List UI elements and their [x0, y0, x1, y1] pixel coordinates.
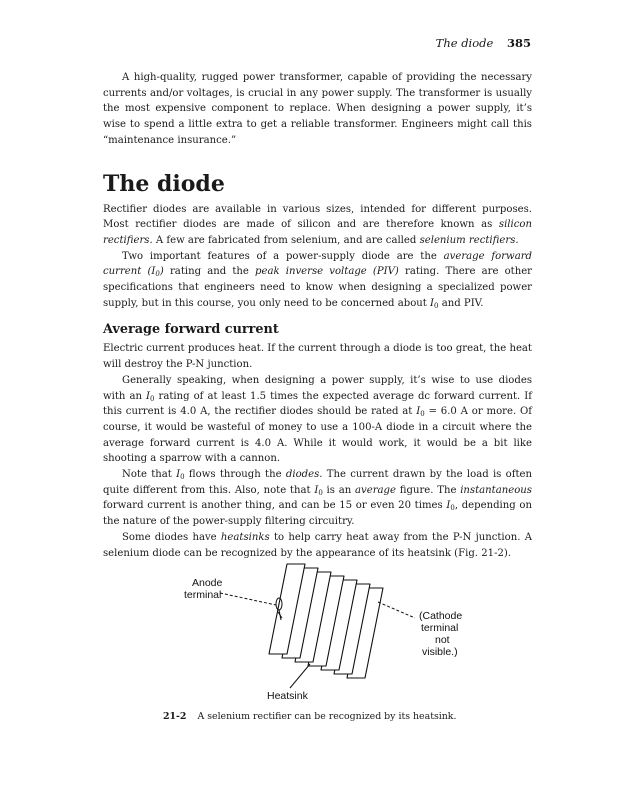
cathode-label-line-1: (Cathode [419, 610, 463, 622]
page-body [103, 70, 532, 561]
running-header-title: The diode [435, 36, 494, 50]
figure-caption-text: A selenium rectifier can be recognized by its heatsink. [197, 711, 457, 722]
anode-label-line-2: terminal [184, 589, 222, 601]
cathode-label-line-4: visible.) [422, 646, 458, 658]
cathode-label-line-2: terminal [421, 622, 459, 634]
diode-paragraph-1: Rectifier diodes are available in various sizes, intended for different purposes. Most rectifier diodes are made of silicon and are therefore known as silicon rectifiers. A few are fabricated from selenium, and are called selenium rectifiers. [103, 203, 532, 246]
page-number: 385 [506, 36, 531, 50]
current-paragraph-1: Electric current produces heat. If the current through a diode is too great, the heat will destroy the P-N junction. [103, 343, 532, 371]
figure-number: 21-2 [163, 711, 187, 722]
current-paragraph-2: Generally speaking, when designing a power supply, it’s wise to use diodes with an $I_0$ rating of at least 1.5 times the expected average dc forward current. If this current is 4.0 A, the rectifier diodes should be rated at $I_0 = 6.0$ A or more. Of course, it would be wasteful of money to use a 100-A diode in a circuit where the average forward current is 4.0 A. While it would work, it would be a bit like shooting a sparrow with a cannon. [103, 374, 532, 465]
subsection-heading: Average forward current [103, 322, 279, 338]
cathode-label-line-3: not [435, 634, 450, 646]
selenium-rectifier-diagram [150, 560, 480, 705]
anode-leader-line [220, 593, 276, 605]
diode-paragraph-2: Two important features of a power-supply diode are the average forward current $(I_0)$ rating and the peak inverse voltage (PIV) rating. There are other specifications that engineers need to know when designing a specialized power supply, but in this course, you only need to be concerned about $I_0$ and PIV. [103, 250, 533, 310]
anode-label-line-1: Anode [192, 577, 223, 589]
selenium-rectifier-figure [150, 560, 480, 705]
heatsink-leader-line [290, 664, 310, 688]
figure-caption [163, 711, 456, 722]
running-header [436, 36, 531, 50]
section-heading: The diode [103, 170, 225, 197]
current-paragraph-3: Note that $I_0$ flows through the diodes. The current drawn by the load is often quite different from this. Also, note that $I_0$ is an average figure. The instantaneous forward current is another thing, and can be 15 or even 20 times $I_0$, depending on the nature of the power-supply filtering circuitry. [103, 469, 532, 528]
intro-paragraph: A high-quality, rugged power transformer, capable of providing the necessary currents and/or voltages, is crucial in any power supply. The transformer is usually the most expensive component to replace. When designing a power supply, it’s wise to spend a little extra to get a reliable transformer. Engineers might call this “maintenance insurance.” [103, 72, 532, 146]
current-paragraph-4: Some diodes have heatsinks to help carry heat away from the P-N junction. A selenium diode can be recognized by the appearance of its heatsink (Fig. 21-2). [103, 531, 532, 559]
cathode-leader-line [378, 602, 415, 618]
heatsink-label: Heatsink [267, 690, 308, 702]
